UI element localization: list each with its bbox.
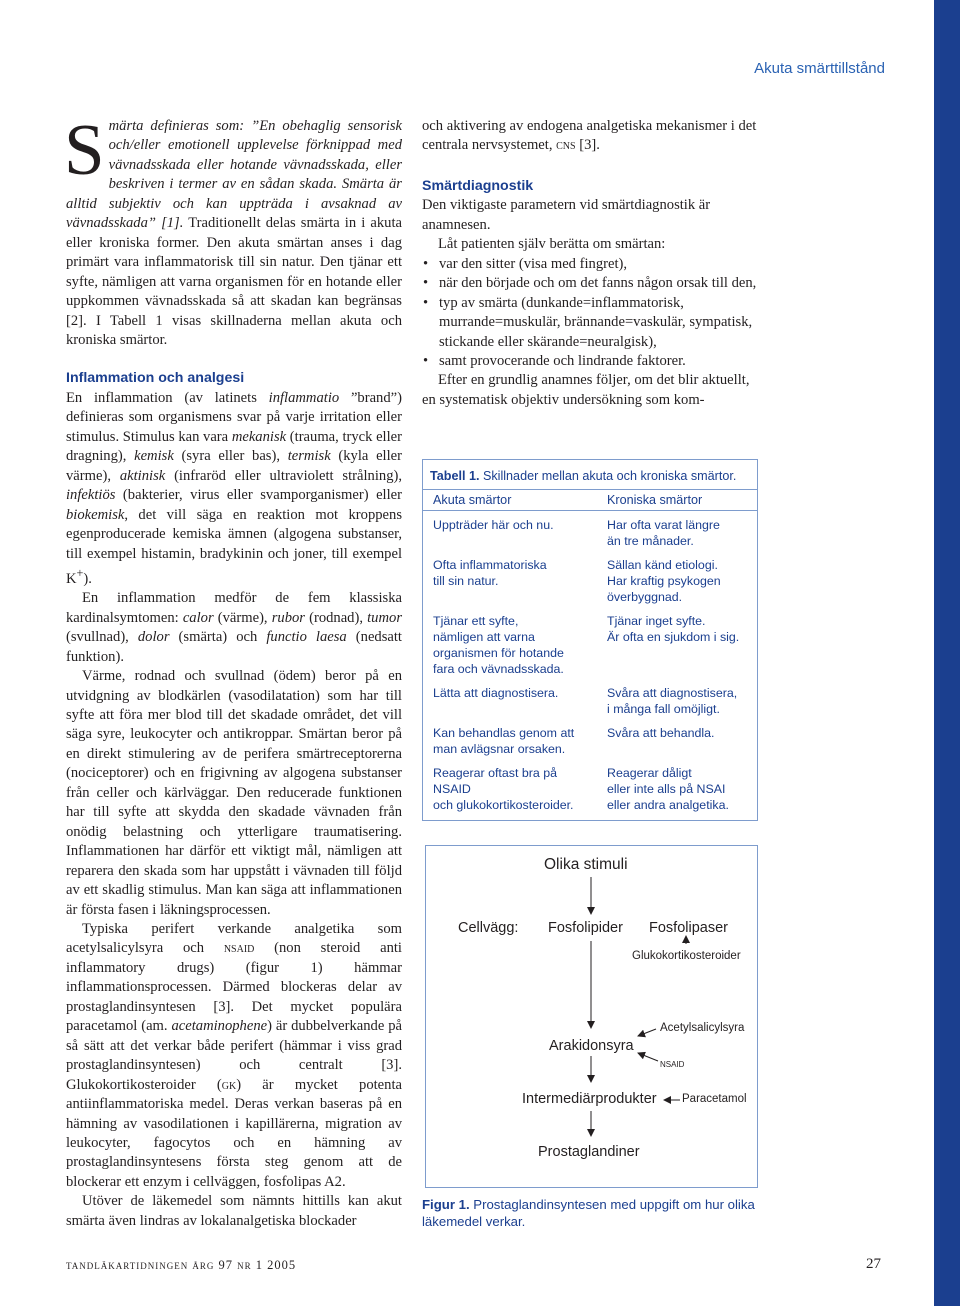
heading-inflammation: Inflammation och analgesi [66,370,245,387]
diagram-fosfolipaser: Fosfolipaser [649,920,728,936]
table-caption: Tabell 1. Skillnader mellan akuta och kroniska smärtor. [430,469,737,483]
paragraph-analgesics: Typiska perifert verkande analgetika som acetylsalicylsyra och nsaid (non steroid anti inflammatory drugs) (figur 1) hämmar inflammationsprocessen. Därmed blockeras delar av prostaglandinsyntesen [3]. Det mycket populära paracetamol (am. acetaminophene) är dubbelverkande på så sätt att det verkar både perifert (hämmar i viss grad prostaglandinsyntesen) och centralt [3]. Glukokortikosteroider (gk) är mycket potenta antiinflammatoriska medel. Deras verkan baseras på en hämning av vasodilationen i kapillärerna, migration av leukocyter, fagocytos och en hämning av prostaglandinsyntesens första steg genom att de blockerar ett enzym i cellväggen, fosfolipas A2. [66,920,403,1190]
diagram-intermediarprodukter: Intermediärprodukter [522,1091,657,1107]
table-row: Reagerar oftast bra på NSAID och glukokortikosteroider. Reagerar dåligt eller inte alls på NSAI eller andra analgetika. [433,766,729,812]
diagram-paracetamol: Paracetamol [682,1093,747,1105]
paragraph-patient-tells: Låt patienten själv berätta om smärtan: [438,236,666,253]
table-row: Ofta inflammatoriska till sin natur. Sällan känd etiologi. Har kraftig psykogen överbyggnad. [433,558,721,604]
list-item: • när den började och om det fanns någon orsak till den, [423,275,757,292]
side-color-strip [934,0,960,1306]
diagram-acetylsalicylsyra: Acetylsalicylsyra [660,1022,745,1034]
table-row: Uppträder här och nu. Har ofta varat längre än tre månader. [433,518,720,548]
diagram-cellvagg: Cellvägg: [458,920,519,936]
table-body [423,511,757,813]
running-head: Akuta smärttillstånd [754,60,885,77]
drop-cap: S [64,109,105,190]
paragraph-vasodilation: Värme, rodnad och svullnad (ödem) beror på en utvidgning av blodkärlen (vasodilatation) som har till syfte att föra mer blod till det skadade området, det vill säga syre, leukocyter och antikroppar. Smärtan beror på en direkt stimulering av de perifera smärtreceptorerna (nociceptorer) och en frigivning av algogena substanser från celler och kärlväggar. Den reducerade funktionen har till syfte att skydda den skadade vävnaden från onödig belastning och ytterligare traumatisering. Inflammationen har därför ett viktigt mål, nämligen att reparera den skada som har uppstått i vävnaden till följd av ett skadlig stimulus. Man kan säga att inflammationen är första fasen i läkningsprocessen. [66,668,402,918]
table-row: Kan behandlas genom att man avlägsnar orsaken. Svåra att behandla. [433,726,715,756]
heading-diagnostics: Smärtdiagnostik [422,177,534,194]
right-column [422,117,762,410]
table-header-chronic: Kroniska smärtor [607,493,703,507]
list-item: • typ av smärta (dunkande=inflammatorisk, murrande=muskulär, brännande=vaskulär, sympatisk, stickande eller skärande=neuralgisk), [423,294,753,350]
figure-1-diagram [425,845,758,1188]
diagram-nsaid: nsaid [660,1058,685,1070]
table-row: Tjänar ett syfte, nämligen att varna organismen för hotande fara och vävnadsskada. Tjänar inget syfte. Är ofta en sjukdom i sig. [433,614,740,676]
page-number: 27 [866,1256,881,1272]
diagram-fosfolipider: Fosfolipider [548,920,623,936]
paragraph-endogenous: och aktivering av endogena analgetiska mekanismer i det centrala nervsystemet, cns [3]. [422,118,757,154]
paragraph-local-anesthesia: Utöver de läkemedel som nämnts hittills kan akut smärta även lindras av lokalanalgetiska blockader [66,1193,402,1229]
list-item: • var den sitter (visa med fingret), [423,255,628,272]
paragraph-cardinal-symptoms: En inflammation medför de fem klassiska kardinalsymtomen: calor (värme), rubor (rodnad), tumor (svullnad), dolor (smärta) och functio laesa (nedsatt funktion). [66,590,402,665]
bullet-list [422,255,762,372]
table-1 [422,459,758,821]
table-header-row [423,489,757,511]
list-item: • samt provocerande och lindrande faktorer. [423,352,686,369]
diagram-arakidonsyra: Arakidonsyra [549,1038,634,1054]
diagram-arrows [426,846,759,1189]
figure-caption: Figur 1. Prostaglandinsyntesen med uppgift om hur olika läkemedel verkar. [422,1197,755,1229]
diagram-olika-stimuli: Olika stimuli [544,856,628,873]
diagram-glukokortikosteroider: Glukokortikosteroider [632,950,741,962]
table-row: Lätta att diagnostisera. Svåra att diagnostisera, i många fall omöjligt. [433,686,738,716]
table-header-acute: Akuta smärtor [433,493,512,507]
paragraph-examination: Efter en grundlig anamnes följer, om det blir aktuellt, en systematisk objektiv undersökning som kom- [422,372,750,408]
journal-footer: tandläkartidningen årg 97 nr 1 2005 [66,1258,297,1272]
left-column [64,109,403,1231]
definition-quote: märta definieras som: ”En obehaglig sensorisk och/eller emotionell upplevelse förknippad med vävnadsskada eller hotande vävnadsskada, eller beskriven i termer av en sådan skada. Smärta är alltid subjektiv och kan uppträda i avsaknad av vävnadsskada” [1]. [66,118,402,232]
intro-paragraph: Smärta definieras som: ”En obehaglig sensorisk och/eller emotionell upplevelse förknippad med vävnadsskada eller hotande vävnadsskada, eller beskriven i termer av en sådan skada. Smärta är alltid subjektiv och kan uppträda i avsaknad av vävnadsskada” [1]. Traditionellt delas smärta in i akuta eller kroniska former. Den akuta smärtan anses i dag primärt vara inflammatorisk till sin natur. Den tjänar ett syfte, nämligen att varna organismen för en hotande eller uppkommen vävnadsskada så att skadan kan begränsas [2]. I Tabell 1 visas skillnaderna mellan akuta och kroniska smärtor. [64,109,402,348]
paragraph-anamnesis: Den viktigaste parametern vid smärtdiagnostik är anamnesen. [422,197,711,233]
diagram-prostaglandiner: Prostaglandiner [538,1144,640,1160]
paragraph-inflammation-1: En inflammation (av latinets inflammatio ”brand”) definieras som organismens svar på varje irritation eller stimulus. Stimulus kan vara mekanisk (trauma, tryck eller dragning), kemisk (syra eller bas), termisk (kyla eller värme), aktinisk (infraröd eller ultraviolett strålning), infektiös (bakterier, virus eller svamporganismer) eller biokemisk, det vill säga en reaktion mot kroppens egenproducerade kemiska ämnen (algogena substanser, till exempel histamin, bradykinin och joner, till exempel K+). [66,389,403,587]
